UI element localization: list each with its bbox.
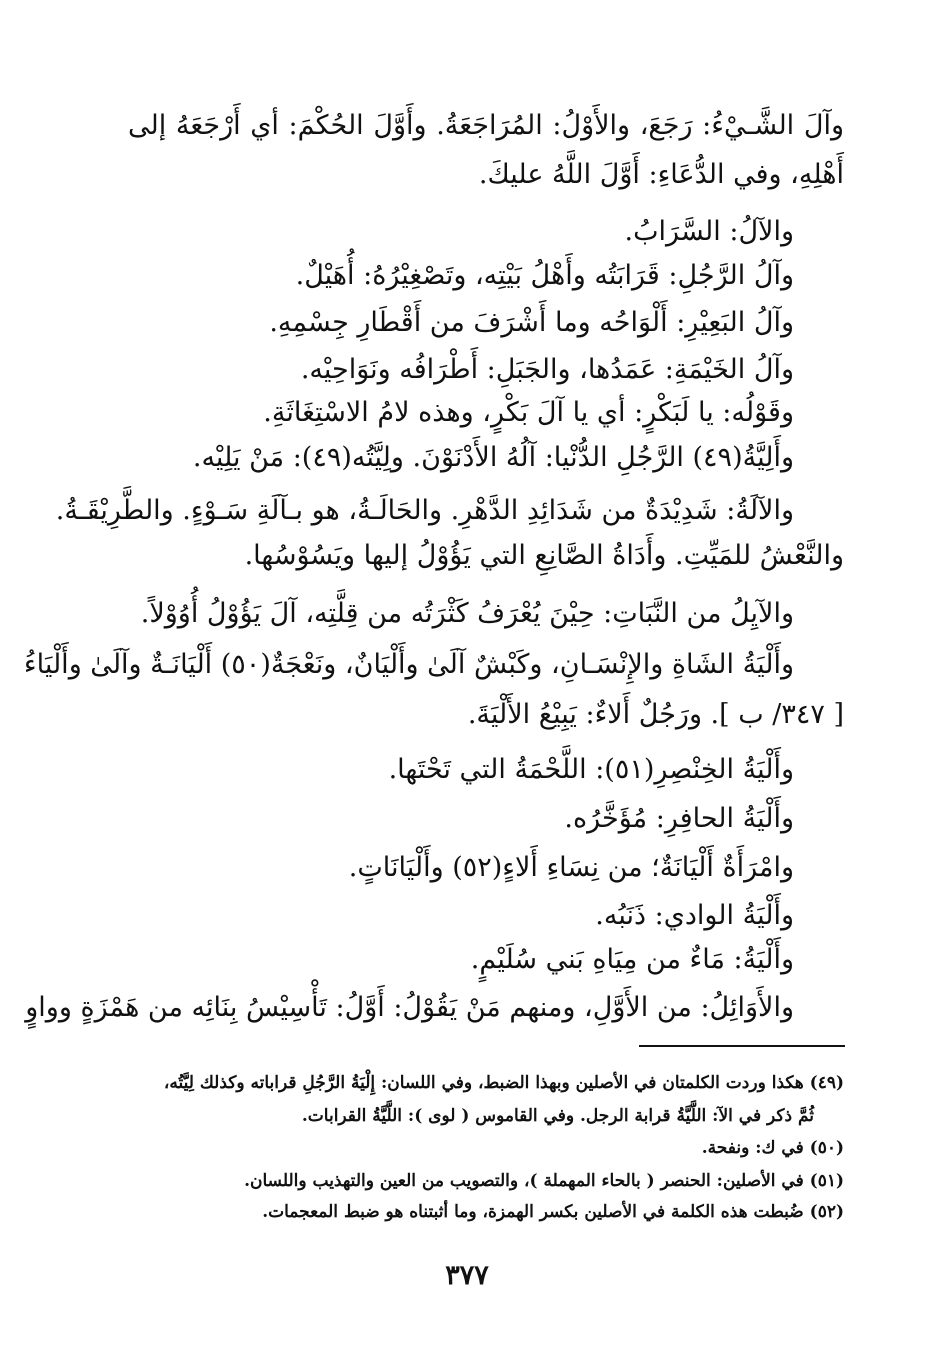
body-line-3: والآلُ: السَّرَابُ. (624, 216, 794, 247)
footnote-51: (٥١) في الأصلين: الحنصر ( بالحاء المهملة )، والتصويب من العين والتهذيب واللسان. (244, 1171, 844, 1191)
body-line-2: أَهْلِهِ، وفي الدُّعَاءِ: أَوَّلَ اللَّهُ عليكَ. (478, 159, 844, 190)
footnote-49-continued: ثُمَّ ذكر في الآ: اللَّيَّةُ قرابة الرجل. وفي القاموس ( لوى ): اللَّيَّةُ القرابات. (301, 1106, 814, 1126)
body-line-14: وأَلْيَةُ الخِنْصِرِ(٥١): اللَّحْمَةُ التي تَحْتَها. (388, 754, 794, 785)
body-line-16: وامْرَأَةٌ أَلْيَانَةٌ؛ من نِسَاءِ أَلاءٍ(٥٢) وأَلْيَانَاتٍ. (348, 852, 794, 883)
body-line-11: والآيِلُ من النَّبَاتِ: حِيْنَ يُعْرَفُ كَثْرَتُه من قِلَّتِه، آلَ يَؤُوْلُ أُوُوْلاً. (140, 598, 794, 629)
body-line-13: [ ٣٤٧/ ب ]. ورَجُلٌ أَلاءٌ: يَبِيْعُ الأَلْيَةَ. (467, 699, 844, 730)
body-line-7: وقَوْلُه: يا لَبَكْرٍ: أي يا آلَ بَكْرٍ، وهذه لامُ الاسْتِغَاثَةِ. (263, 397, 794, 428)
body-line-17: وأَلْيَةُ الوادي: ذَنَبُه. (595, 900, 794, 931)
body-line-19: والأَوَائِلُ: من الأَوَّلِ، ومنهم مَنْ يَقُوْلُ: أَوَّلُ: تَأْسِيْسُ بِنَائِه من هَمْزَةٍ وواوٍ (25, 992, 794, 1023)
body-line-4: وآلُ الرَّجُلِ: قَرَابَتُه وأَهْلُ بَيْتِه، وتَصْغِيْرُهُ: أُهَيْلٌ. (295, 260, 794, 291)
body-line-6: وآلُ الخَيْمَةِ: عَمَدُها، والجَبَلِ: أَطْرَافُه ونَوَاحِيْه. (300, 354, 794, 385)
body-line-10: والنَّعْشُ للمَيِّتِ. وأَدَاةُ الصَّانِعِ التي يَؤُوْلُ إليها ويَسُوْسُها. (244, 540, 844, 571)
body-line-1: وآلَ الشَّـيْءُ: رَجَعَ، والأَوْلُ: المُرَاجَعَةُ. وأَوَّلَ الحُكْمَ: أي أَرْجَعَهُ إلى (128, 110, 844, 141)
footnote-50: (٥٠) في ك: ونفحة. (701, 1138, 844, 1158)
footnote-separator (639, 1045, 845, 1047)
body-line-12: وأَلْيَةُ الشَاةِ والإِنْسَـانِ، وكَبْشٌ آلَىٰ وأَلْيَانٌ، ونَعْجَةٌ(٥٠) أَلْيَانَـةٌ وآلَىٰ وأَلْيَاءُ (23, 649, 794, 680)
body-line-18: وأَلْيَةُ: مَاءٌ من مِيَاهِ بَني سُلَيْمٍ. (470, 944, 794, 975)
body-line-8: وأَلِيَّةُ(٤٩) الرَّجُلِ الدُّنْيا: آلُهُ الأَدْنَوْنَ. ولِيَّتُه(٤٩): مَنْ يَلِيْه. (192, 442, 794, 473)
body-line-5: وآلُ البَعِيْرِ: أَلْوَاحُه وما أَشْرَفَ من أَقْطَارِ جِسْمِهِ. (269, 307, 794, 338)
body-line-9: والآلَةُ: شَدِيْدَةٌ من شَدَائِدِ الدَّهْرِ. والحَالَـةُ، هو بـآلَةِ سَـوْءٍ. والطَّرِيْقَـةُ. (55, 495, 794, 526)
footnote-52: (٥٢) ضُبطت هذه الكلمة في الأصلين بكسر الهمزة، وما أثبتناه هو ضبط المعجمات. (262, 1202, 844, 1222)
page-number: ٣٧٧ (445, 1260, 489, 1291)
body-line-15: وأَلْيَةُ الحافِرِ: مُؤَخَّرُه. (564, 803, 794, 834)
footnote-49: (٤٩) هكذا وردت الكلمتان في الأصلين وبهذا الضبط، وفي اللسان: إِلْيَةُ الرَّجُلِ قراباته وكذلك لِيَّتُه، (163, 1073, 844, 1093)
